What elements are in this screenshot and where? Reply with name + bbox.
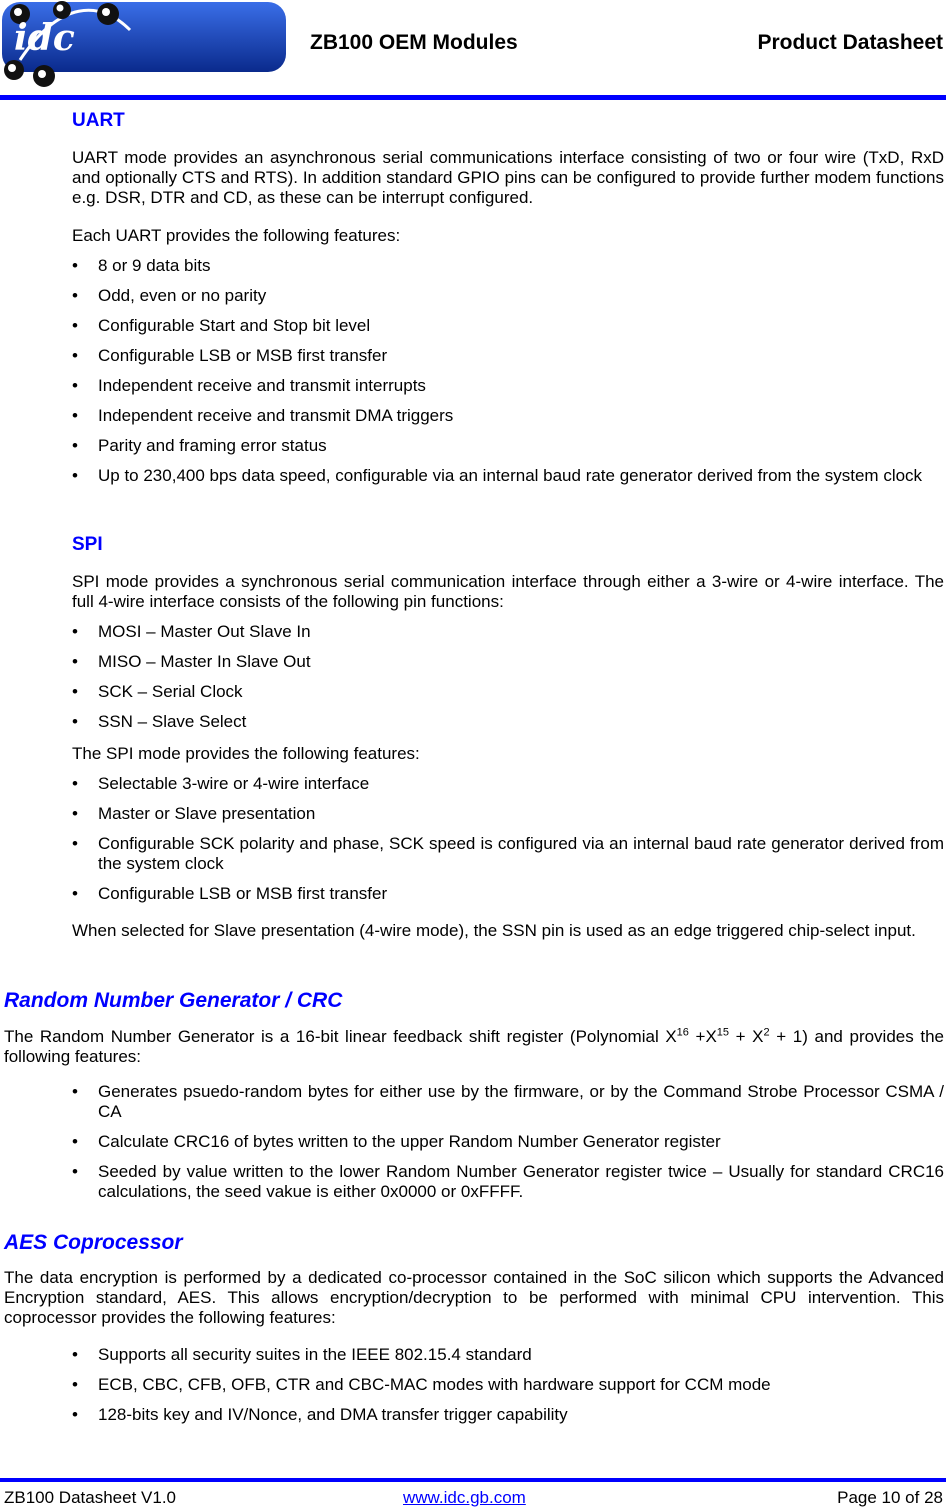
bullet-icon: • [72,466,78,485]
footer-website-link[interactable]: www.idc.gb.com [403,1488,526,1507]
list-item: • Configurable Start and Stop bit level [72,316,371,335]
list-item: • 8 or 9 data bits [72,256,211,275]
list-item: • Seeded by value written to the lower Random Number Generator register twice – Usually for standard CRC16 calculations, the seed vakue is either 0x0000 or 0xFFFF. [72,1162,944,1201]
header-doc-type: Product Datasheet [757,31,943,54]
list-item: • Supports all security suites in the IEEE 802.15.4 standard [72,1345,532,1364]
aes-intro: The data encryption is performed by a dedicated co-processor contained in the SoC silicon which supports the Advanced Encryption standard, AES. This allows encryption/decryption to be performed with minimal CPU intervention. This coprocessor provides the following features: [4,1268,944,1327]
bullet-icon: • [72,1082,78,1101]
list-item: • Configurable LSB or MSB first transfer [72,346,388,365]
footer-page-number: Page 10 of 28 [837,1488,943,1507]
bullet-icon: • [72,622,78,641]
spi-feature-list [72,774,944,904]
uart-feature-list [72,256,944,486]
bullet-icon: • [72,712,78,731]
list-item: • Calculate CRC16 of bytes written to the upper Random Number Generator register [72,1132,721,1151]
bullet-icon: • [72,1405,78,1424]
bullet-icon: • [72,436,78,455]
list-item: • Generates psuedo-random bytes for either use by the firmware, or by the Command Strobe Processor CSMA / CA [72,1082,944,1121]
list-item: • ECB, CBC, CFB, OFB, CTR and CBC-MAC modes with hardware support for CCM mode [72,1375,771,1394]
company-logo [0,0,290,98]
bullet-icon: • [72,884,78,903]
header-title: ZB100 OEM Modules [310,31,518,54]
list-item: • SSN – Slave Select [72,712,247,731]
bullet-icon: • [72,1132,78,1151]
bullet-icon: • [72,834,78,853]
list-item: • Odd, even or no parity [72,286,267,305]
list-item: • Configurable SCK polarity and phase, SCK speed is configured via an internal baud rate generator derived from the system clock [72,834,944,873]
list-item: • MISO – Master In Slave Out [72,652,311,671]
list-item: • MOSI – Master Out Slave In [72,622,311,641]
list-item: • Independent receive and transmit interrupts [72,376,426,395]
spi-heading: SPI [72,534,103,555]
spi-intro: SPI mode provides a synchronous serial communication interface through either a 3-wire or 4-wire interface. The full 4-wire interface consists of the following pin functions: [72,572,944,611]
bullet-icon: • [72,346,78,365]
spi-features-lead: The SPI mode provides the following features: [72,744,420,763]
list-item: • Parity and framing error status [72,436,327,455]
bullet-icon: • [72,316,78,335]
list-item: • Independent receive and transmit DMA triggers [72,406,454,425]
footer-doc-version: ZB100 Datasheet V1.0 [4,1488,177,1507]
bullet-icon: • [72,1375,78,1394]
uart-features-lead: Each UART provides the following features: [72,226,401,245]
bullet-icon: • [72,1345,78,1364]
bullet-icon: • [72,774,78,793]
header-rule [0,95,946,100]
bullet-icon: • [72,286,78,305]
bullet-icon: • [72,1162,78,1181]
footer-rule [0,1478,946,1482]
list-item: • 128-bits key and IV/Nonce, and DMA transfer trigger capability [72,1405,568,1424]
bullet-icon: • [72,256,78,275]
bullet-icon: • [72,376,78,395]
rng-intro: The Random Number Generator is a 16-bit linear feedback shift register (Polynomial $X^{16} +X^{15} + X^2 + 1$) and provides the following features: [4,1026,944,1066]
spi-pin-list [72,622,944,732]
bullet-icon: • [72,406,78,425]
rng-feature-list [72,1082,944,1202]
list-item: • Selectable 3-wire or 4-wire interface [72,774,370,793]
bullet-icon: • [72,804,78,823]
rng-heading: Random Number Generator / CRC [4,989,343,1012]
uart-intro: UART mode provides an asynchronous serial communications interface consisting of two or four wire (TxD, RxD and optionally CTS and RTS). In addition standard GPIO pins can be configured to provide further modem functions e.g. DSR, DTR and CD, as these can be interrupt configured. [72,148,944,207]
aes-feature-list [72,1345,944,1425]
list-item: • Master or Slave presentation [72,804,316,823]
aes-heading: AES Coprocessor [4,1231,183,1254]
list-item: • SCK – Serial Clock [72,682,243,701]
bullet-icon: • [72,682,78,701]
uart-heading: UART [72,110,125,131]
logo-wordmark: idc [14,17,75,59]
list-item: • Configurable LSB or MSB first transfer [72,884,388,903]
spi-slave-note: When selected for Slave presentation (4-wire mode), the SSN pin is used as an edge triggered chip-select input. [72,921,916,940]
bullet-icon: • [72,652,78,671]
list-item: • Up to 230,400 bps data speed, configurable via an internal baud rate generator derived from the system clock [72,466,923,485]
